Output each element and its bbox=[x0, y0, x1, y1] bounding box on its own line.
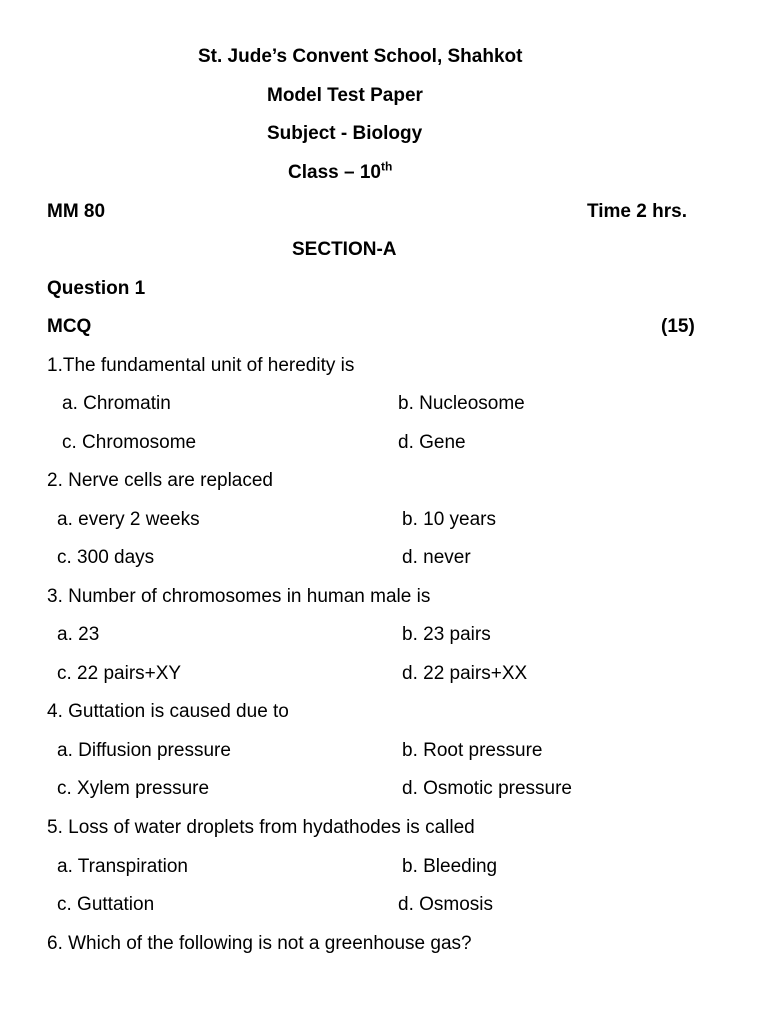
question-marks: (15) bbox=[661, 316, 695, 337]
option-c: c. 22 pairs+XY bbox=[57, 663, 182, 684]
option-a: a. every 2 weeks bbox=[57, 509, 200, 530]
time-allowed: Time 2 hrs. bbox=[587, 201, 687, 222]
class-label bbox=[288, 161, 392, 185]
section-heading: SECTION-A bbox=[292, 239, 397, 260]
max-marks: MM 80 bbox=[47, 201, 106, 222]
question-text: 5. Loss of water droplets from hydathodes is called bbox=[47, 817, 475, 838]
option-b: b. Nucleosome bbox=[398, 393, 525, 414]
question-text: 4. Guttation is caused due to bbox=[47, 701, 289, 722]
question-text: 2. Nerve cells are replaced bbox=[47, 470, 273, 491]
option-c: c. Xylem pressure bbox=[57, 778, 210, 799]
class-superscript: th bbox=[380, 159, 393, 174]
option-a: a. Chromatin bbox=[62, 393, 171, 414]
option-d: d. 22 pairs+XX bbox=[402, 663, 528, 684]
question-title: Question 1 bbox=[47, 278, 146, 299]
option-a: a. Transpiration bbox=[57, 856, 188, 877]
question-text: 1.The fundamental unit of heredity is bbox=[47, 355, 355, 376]
option-b: b. Bleeding bbox=[402, 856, 498, 877]
option-b: b. 10 years bbox=[402, 509, 496, 530]
option-d: d. Osmosis bbox=[398, 894, 494, 915]
option-a: a. Diffusion pressure bbox=[57, 740, 231, 761]
option-d: d. never bbox=[402, 547, 471, 568]
question-text: 3. Number of chromosomes in human male is bbox=[47, 586, 431, 607]
option-a: a. 23 bbox=[57, 624, 100, 645]
class-text: Class – 10 bbox=[288, 162, 381, 183]
option-c: c. Chromosome bbox=[62, 432, 197, 453]
subject-label: Subject - Biology bbox=[267, 123, 423, 144]
paper-title: Model Test Paper bbox=[267, 85, 423, 106]
option-b: b. Root pressure bbox=[402, 740, 543, 761]
option-d: d. Osmotic pressure bbox=[402, 778, 572, 799]
option-c: c. Guttation bbox=[57, 894, 155, 915]
option-d: d. Gene bbox=[398, 432, 466, 453]
question-type: MCQ bbox=[47, 316, 92, 337]
option-b: b. 23 pairs bbox=[402, 624, 491, 645]
question-text: 6. Which of the following is not a greenhouse gas? bbox=[47, 933, 472, 954]
school-name: St. Jude’s Convent School, Shahkot bbox=[198, 46, 523, 67]
option-c: c. 300 days bbox=[57, 547, 155, 568]
